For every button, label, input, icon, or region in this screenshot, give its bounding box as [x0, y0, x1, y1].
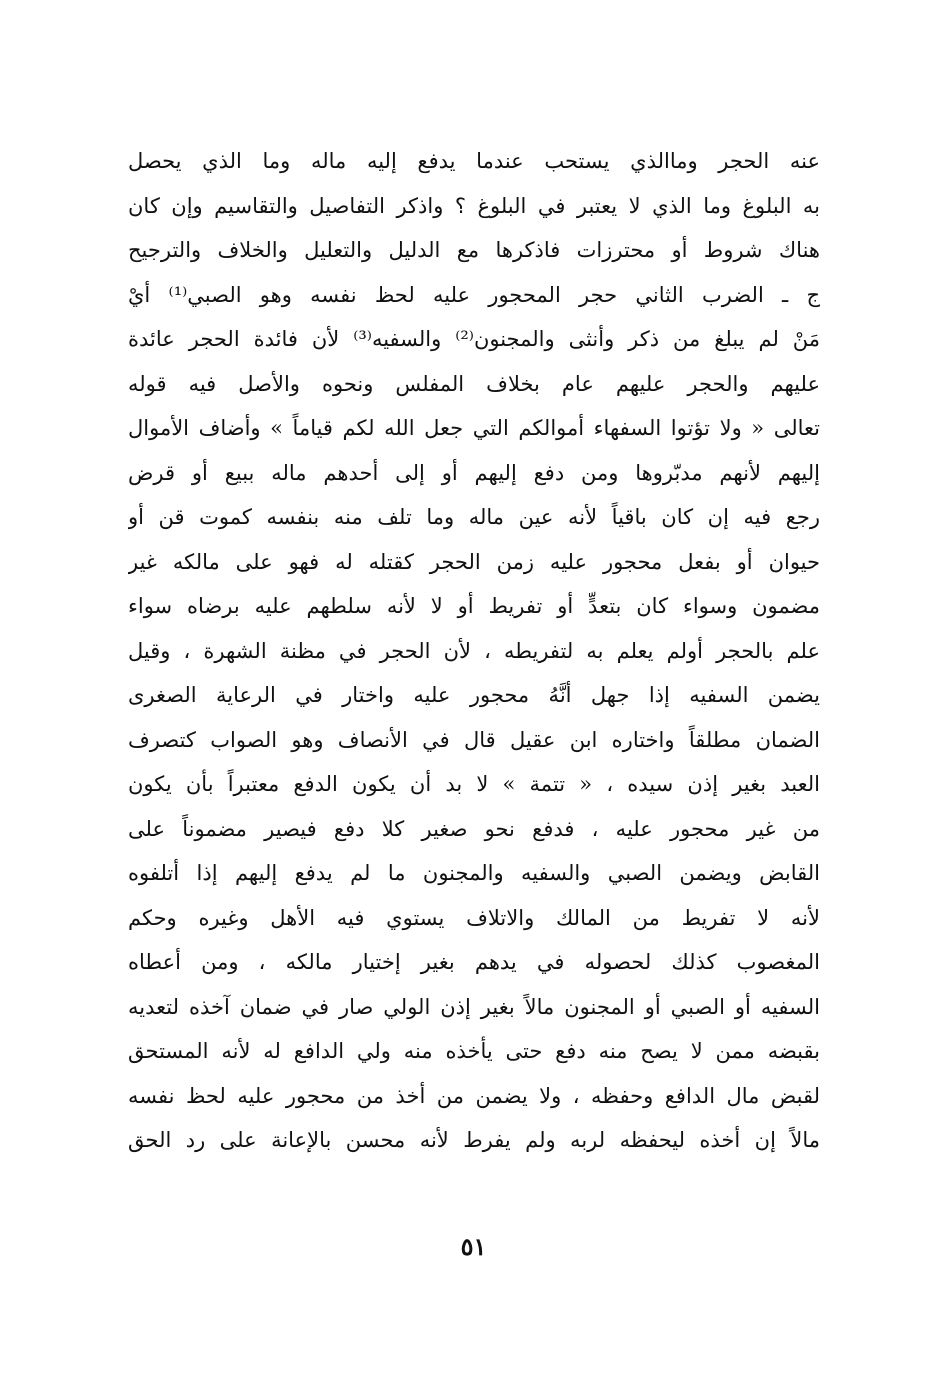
text-line-22: لقبض مال الدافع وحفظه ، ولا يضمن من أخذ من محجور عليه لحظ نفسه — [128, 1083, 820, 1108]
text-line-2: به البلوغ وما الذي لا يعتبر في البلوغ ؟ واذكر التفاصيل والتقاسيم وإن كان — [128, 193, 820, 218]
text-line-16: من غير محجور عليه ، فدفع نحو صغير كلا دفع فيصير مضموناً على — [128, 816, 820, 841]
text-line-10: حيوان أو بفعل محجور عليه زمن الحجر كقتله له فهو على مالكه غير — [128, 549, 820, 574]
text-line-7: تعالى « ولا تؤتوا السفهاء أموالكم التي جعل الله لكم قياماً » وأضاف الأموال — [128, 416, 820, 440]
text-line-13: يضمن السفيه إذا جهل أنَّهُ محجور عليه واختار في الرعاية الصغرى — [128, 683, 820, 707]
text-line-19: المغصوب كذلك لحصوله في يدهم بغير إختيار مالكه ، ومن أعطاه — [128, 950, 820, 974]
text-line-9: رجع فيه إن كان باقياً لأنه عين ماله وما تلف منه بنفسه كموت قن أو — [128, 505, 820, 529]
body-text — [128, 139, 820, 1163]
text-line-5: مَنْ لم يبلغ من ذكر وأنثى والمجنون⁽²⁾ والسفيه⁽³⁾ لأن فائدة الحجر عائدة — [128, 327, 820, 351]
text-line-23: مالاً إن أخذه ليحفظه لربه ولم يفرط لأنه محسن بالإعانة على رد الحق — [128, 1128, 820, 1152]
text-line-18: لأنه لا تفريط من المالك والاتلاف يستوي فيه الأهل وغيره وحكم — [128, 905, 820, 930]
text-line-1: عنه الحجر وماالذي يستحب عندما يدفع إليه ماله وما الذي يحصل — [128, 149, 820, 173]
text-line-11: مضمون وسواء كان بتعدٍّ أو تفريط أو لا لأنه سلطهم عليه برضاه سواء — [128, 594, 820, 618]
text-line-20: السفيه أو الصبي أو المجنون مالاً بغير إذن الولي صار في ضمان آخذه لتعديه — [128, 994, 820, 1019]
text-line-6: عليهم والحجر عليهم عام بخلاف المفلس ونحوه والأصل فيه قوله — [128, 371, 820, 396]
text-line-14: الضمان مطلقاً واختاره ابن عقيل قال في الأنصاف وهو الصواب كتصرف — [128, 727, 820, 752]
page-number: ٥١ — [460, 1232, 487, 1261]
text-line-21: بقبضه ممن لا يصح منه دفع حتى يأخذه منه ولي الدافع له لأنه المستحق — [128, 1039, 820, 1063]
text-line-12: علم بالحجر أولم يعلم به لتفريطه ، لأن الحجر في مظنة الشهرة ، وقيل — [128, 638, 820, 663]
text-line-3: هناك شروط أو محترزات فاذكرها مع الدليل والتعليل والخلاف والترجيح — [128, 238, 820, 262]
text-line-17: القابض ويضمن الصبي والسفيه والمجنون ما لم يدفع إليهم إذا أتلفوه — [128, 861, 820, 885]
text-line-4: ج ـ الضرب الثاني حجر المحجور عليه لحظ نفسه وهو الصبي⁽¹⁾ أيْ — [128, 282, 820, 307]
text-line-8: إليهم لأنهم مدبّروها ومن دفع إليهم أو إلى أحدهم ماله ببيع أو قرض — [128, 460, 820, 485]
text-line-15: العبد بغير إذن سيده ، « تتمة » لا بد أن يكون الدفع معتبراً بأن يكون — [128, 772, 820, 796]
